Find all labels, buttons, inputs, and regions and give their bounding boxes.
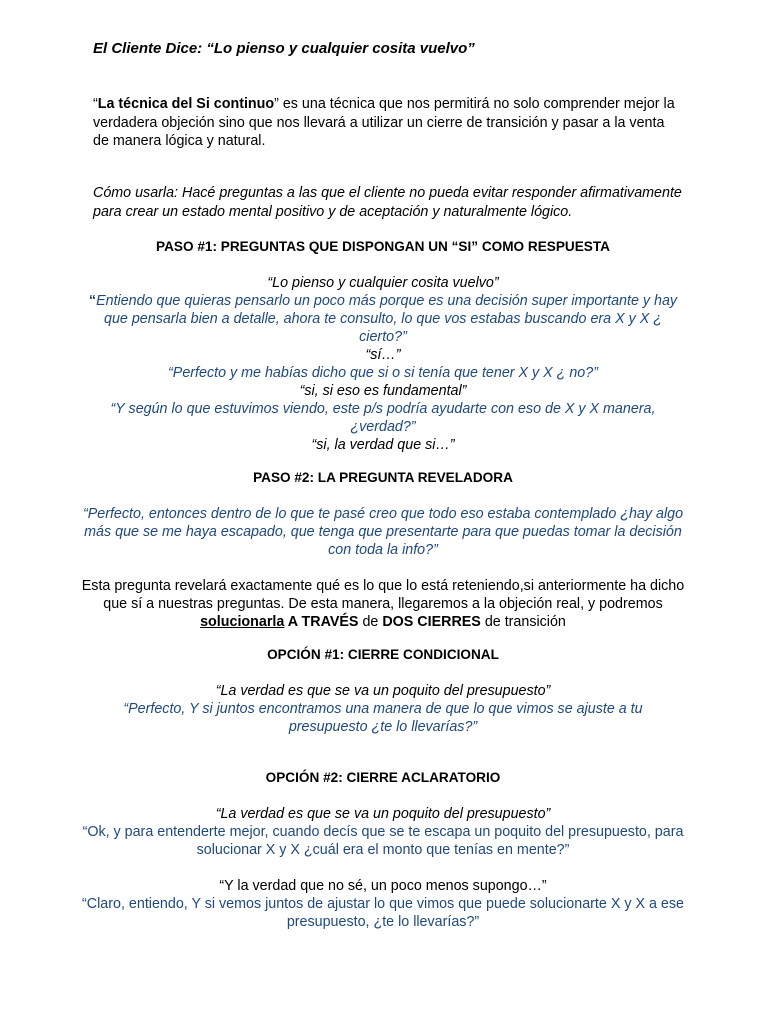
opcion1-heading: OPCIÓN #1: CIERRE CONDICIONAL xyxy=(267,647,499,662)
opcion2-client-2: “Y la verdad que no sé, un poco menos supongo…” xyxy=(219,878,547,894)
usage-paragraph: Cómo usarla: Hacé preguntas a las que el cliente no pueda evitar responder afirmativamente para crear un estado mental positivo y de aceptación y naturalmente lógico. xyxy=(93,185,682,220)
paso1-question-1 xyxy=(80,292,686,346)
opcion2-reply-2: “Claro, entiendo, Y si vemos juntos de ajustar lo que vimos que puede solucionarte X y X a ese presupuesto, ¿te lo llevarías?” xyxy=(82,896,684,930)
opcion1-client: “La verdad es que se va un poquito del presupuesto” xyxy=(215,683,551,699)
paso2-question: “Perfecto, entonces dentro de lo que te pasé creo que todo eso estaba contemplado ¿hay algo más que se me haya escapado, que tenga que presentarte para que puedas tomar la decisión con toda la info?” xyxy=(82,506,684,558)
opcion1-reply: “Perfecto, Y si juntos encontramos una manera de que lo que vimos se ajuste a tu presupuesto ¿te lo llevarías?” xyxy=(123,701,643,735)
intro-paragraph xyxy=(93,95,683,151)
paso1-client-quote: “Lo pienso y cualquier cosita vuelvo” xyxy=(267,275,499,291)
document-title: El Cliente Dice: “Lo pienso y cualquier cosita vuelvo” xyxy=(93,40,475,57)
paso1-answer-3: “si, la verdad que si…” xyxy=(311,437,455,453)
paso1-heading: PASO #1: PREGUNTAS QUE DISPONGAN UN “SI” COMO RESPUESTA xyxy=(156,239,610,254)
paso2-block xyxy=(80,469,686,631)
opcion2-heading: OPCIÓN #2: CIERRE ACLARATORIO xyxy=(265,770,501,785)
intro-text: ” es una técnica que nos permitirá no solo comprender mejor la verdadera objeción sino que nos llevará a utilizar un cierre de transición y pasar a la venta de manera lógica y natural. xyxy=(93,96,675,149)
paso1-question-3: “Y según lo que estuvimos viendo, este p/s podría ayudarte con eso de X y X manera, ¿verdad?” xyxy=(110,401,656,435)
paso2-explain-bold-2: DOS CIERRES xyxy=(382,614,481,630)
paso2-explain-underlined: solucionarla xyxy=(200,614,285,630)
paso1-question-2: “Perfecto y me habías dicho que si o si tenía que tener X y X ¿ no?” xyxy=(168,365,598,381)
paso1-q1-mark: “ xyxy=(88,293,97,309)
intro-bold-term: La técnica del Si continuo xyxy=(97,96,275,112)
paso2-explain-text-1: Esta pregunta revelará exactamente qué es lo que lo está reteniendo,si anteriormente ha dicho que sí a nuestras preguntas. De esta manera, llegaremos a la objeción real, y podremos xyxy=(81,578,685,612)
opcion2-block xyxy=(80,769,686,931)
paso2-explain-text-2: de xyxy=(358,614,383,630)
paso2-explain-text-3: de transición xyxy=(480,614,566,630)
opcion1-block xyxy=(80,646,686,736)
paso1-answer-2: “si, si eso es fundamental” xyxy=(299,383,467,399)
paso2-heading: PASO #2: LA PREGUNTA REVELADORA xyxy=(253,470,513,485)
opcion2-client: “La verdad es que se va un poquito del presupuesto” xyxy=(215,806,551,822)
paso2-explanation xyxy=(80,577,686,631)
paso1-answer-1: “sí…” xyxy=(365,347,401,363)
paso1-q1-text: Entiendo que quieras pensarlo un poco más porque es una decisión super importante y hay que pensarla bien a detalle, ahora te consulto, lo que vos estabas buscando era X y X ¿ cierto?” xyxy=(96,293,678,345)
paso2-explain-bold-1: A TRAVÉS xyxy=(284,614,359,630)
intro-open-quote: “ xyxy=(93,96,98,112)
paso1-block xyxy=(80,238,686,454)
opcion2-reply-1: “Ok, y para entenderte mejor, cuando decís que se te escapa un poquito del presupuesto, para solucionar X y X ¿cuál era el monto que tenías en mente?” xyxy=(82,824,684,858)
